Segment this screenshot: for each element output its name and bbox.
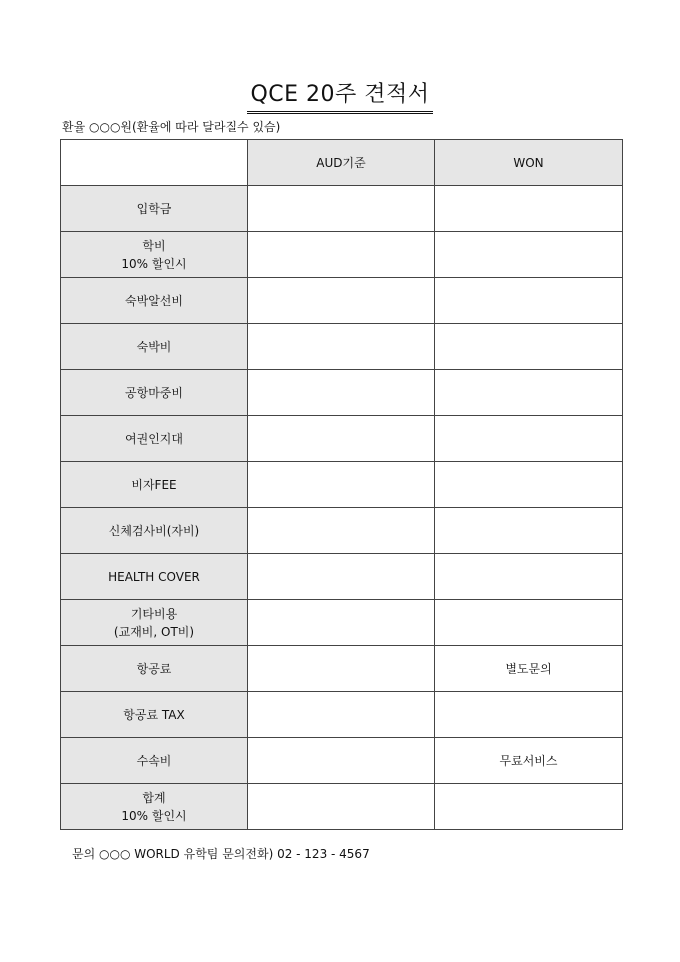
header-aud: AUD기준 bbox=[248, 140, 435, 186]
row-label-cell bbox=[61, 692, 248, 738]
won-value-cell: 별도문의 bbox=[435, 646, 623, 692]
table-header-row bbox=[61, 140, 623, 186]
won-value-cell bbox=[435, 508, 623, 554]
row-label: 합계 bbox=[142, 790, 166, 805]
row-label: 여권인지대 bbox=[125, 431, 183, 446]
row-label-cell bbox=[61, 554, 248, 600]
row-label-cell bbox=[61, 416, 248, 462]
won-value-cell bbox=[435, 186, 623, 232]
row-label: 항공료 bbox=[136, 661, 172, 676]
quote-table-body bbox=[61, 140, 623, 830]
row-label: 공항마중비 bbox=[125, 385, 183, 400]
aud-value-cell bbox=[248, 784, 435, 830]
row-label: 학비 bbox=[142, 238, 166, 253]
row-label: 기타비용 bbox=[130, 606, 178, 621]
row-sublabel: 10% 할인시 bbox=[121, 808, 187, 823]
table-row bbox=[61, 416, 623, 462]
won-value-cell bbox=[435, 416, 623, 462]
aud-value-cell bbox=[248, 692, 435, 738]
header-empty-cell bbox=[61, 140, 248, 186]
row-label: 비자FEE bbox=[131, 477, 177, 492]
won-value-cell bbox=[435, 600, 623, 646]
row-label-cell bbox=[61, 508, 248, 554]
row-label-cell bbox=[61, 186, 248, 232]
exchange-rate-note: 환율 ○○○원(환율에 따라 달라질수 있슴) bbox=[62, 120, 281, 134]
table-row bbox=[61, 784, 623, 830]
won-value-cell bbox=[435, 784, 623, 830]
table-row bbox=[61, 370, 623, 416]
aud-value-cell bbox=[248, 600, 435, 646]
won-value-cell: 무료서비스 bbox=[435, 738, 623, 784]
row-label-cell bbox=[61, 600, 248, 646]
row-sublabel: 10% 할인시 bbox=[121, 256, 187, 271]
table-row bbox=[61, 600, 623, 646]
row-label-cell bbox=[61, 324, 248, 370]
aud-value-cell bbox=[248, 186, 435, 232]
row-label: HEALTH COVER bbox=[108, 569, 200, 584]
aud-value-cell bbox=[248, 370, 435, 416]
document-title bbox=[0, 80, 680, 114]
won-value-cell bbox=[435, 462, 623, 508]
table-row bbox=[61, 692, 623, 738]
aud-value-cell bbox=[248, 646, 435, 692]
row-label-cell bbox=[61, 370, 248, 416]
won-value-cell bbox=[435, 370, 623, 416]
won-value-cell bbox=[435, 324, 623, 370]
aud-value-cell bbox=[248, 278, 435, 324]
won-value-cell bbox=[435, 554, 623, 600]
aud-value-cell bbox=[248, 416, 435, 462]
row-label: 신체검사비(자비) bbox=[108, 523, 200, 538]
contact-footer: 문의 ○○○ WORLD 유학팀 문의전화) 02 - 123 - 4567 bbox=[72, 847, 370, 861]
header-won: WON bbox=[435, 140, 623, 186]
aud-value-cell bbox=[248, 232, 435, 278]
row-label: 항공료 TAX bbox=[123, 707, 185, 722]
aud-value-cell bbox=[248, 462, 435, 508]
aud-value-cell bbox=[248, 738, 435, 784]
row-label: 숙박알선비 bbox=[125, 293, 183, 308]
table-row bbox=[61, 186, 623, 232]
row-label-cell bbox=[61, 784, 248, 830]
quote-table bbox=[60, 139, 623, 830]
won-value-cell bbox=[435, 232, 623, 278]
row-label: 입학금 bbox=[136, 201, 172, 216]
table-row bbox=[61, 324, 623, 370]
won-value-cell bbox=[435, 278, 623, 324]
row-label-cell bbox=[61, 278, 248, 324]
row-label: 수속비 bbox=[136, 753, 172, 768]
table-row bbox=[61, 554, 623, 600]
table-row bbox=[61, 508, 623, 554]
aud-value-cell bbox=[248, 508, 435, 554]
table-row bbox=[61, 462, 623, 508]
table-row bbox=[61, 278, 623, 324]
aud-value-cell bbox=[248, 554, 435, 600]
row-label-cell bbox=[61, 738, 248, 784]
table-row bbox=[61, 232, 623, 278]
row-label: 숙박비 bbox=[136, 339, 172, 354]
won-value-cell bbox=[435, 692, 623, 738]
table-row bbox=[61, 646, 623, 692]
aud-value-cell bbox=[248, 324, 435, 370]
row-label-cell bbox=[61, 646, 248, 692]
row-label-cell bbox=[61, 232, 248, 278]
row-label-cell bbox=[61, 462, 248, 508]
table-row bbox=[61, 738, 623, 784]
row-sublabel: (교재비, OT비) bbox=[113, 624, 195, 639]
document-title-text: QCE 20주 견적서 bbox=[247, 80, 432, 114]
